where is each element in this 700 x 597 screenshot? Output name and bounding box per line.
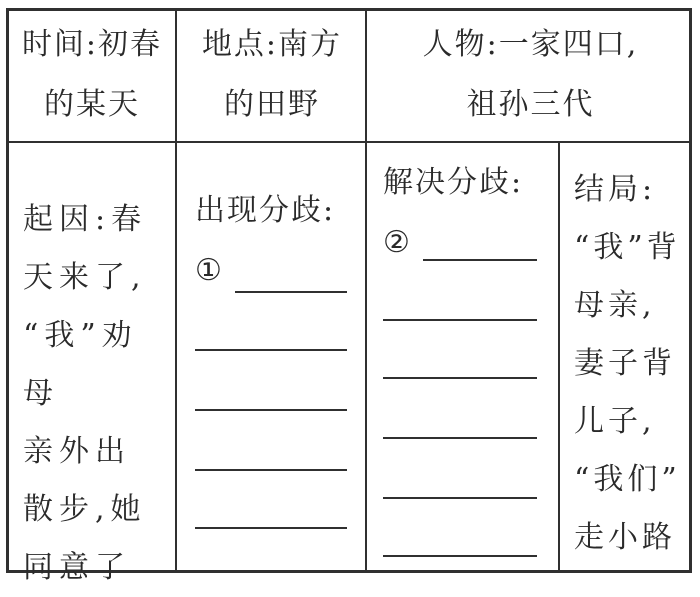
ending-line: 结局: (574, 172, 657, 207)
ending-line: 母亲, (574, 288, 656, 323)
place-line-1: 地点:南方 (201, 27, 343, 62)
header-divider (9, 141, 689, 143)
ending-line: “我们” (574, 462, 681, 497)
cause-cell (23, 191, 173, 597)
cause-line: 散步,她 (23, 492, 147, 527)
resolve-title: 解决分歧: (383, 165, 524, 200)
divergence-marker: ① (195, 253, 224, 288)
resolve-blank-5[interactable] (383, 497, 537, 499)
time-line-2: 的某天 (44, 87, 140, 122)
cause-line: 亲外出 (23, 434, 131, 469)
people-cell (369, 11, 692, 141)
ending-line: 走小路 (574, 520, 676, 555)
resolve-cell (383, 153, 553, 273)
place-line-2: 的田野 (224, 87, 320, 122)
divergence-blank-4[interactable] (195, 469, 347, 471)
ending-cell (574, 161, 694, 567)
ending-line: “我”背 (574, 230, 681, 265)
divergence-title: 出现分歧: (195, 193, 336, 228)
time-cell (9, 11, 175, 141)
cause-line: “我”劝母 (23, 318, 138, 411)
resolve-blank-2[interactable] (383, 319, 537, 321)
divergence-blank-1[interactable] (235, 291, 347, 293)
time-line-1: 时间:初春 (21, 27, 163, 62)
column-divider-3 (558, 141, 560, 570)
resolve-blank-1[interactable] (423, 259, 537, 261)
cause-line: 起因:春 (23, 202, 148, 237)
people-line-2: 祖孙三代 (466, 87, 595, 122)
people-line-1: 人物:一家四口, (422, 27, 639, 62)
cause-line: 天来了, (23, 260, 147, 295)
divergence-cell (195, 181, 365, 301)
resolve-blank-4[interactable] (383, 437, 537, 439)
divergence-blank-5[interactable] (195, 527, 347, 529)
divergence-blank-2[interactable] (195, 349, 347, 351)
place-cell (177, 11, 367, 141)
ending-line: 儿子, (574, 404, 656, 439)
story-table (6, 8, 692, 585)
resolve-blank-6[interactable] (383, 555, 537, 557)
resolve-marker: ② (383, 225, 412, 260)
divergence-blank-3[interactable] (195, 409, 347, 411)
cause-line: 同意了 (23, 550, 131, 585)
resolve-blank-3[interactable] (383, 377, 537, 379)
ending-line: 妻子背 (574, 346, 676, 381)
